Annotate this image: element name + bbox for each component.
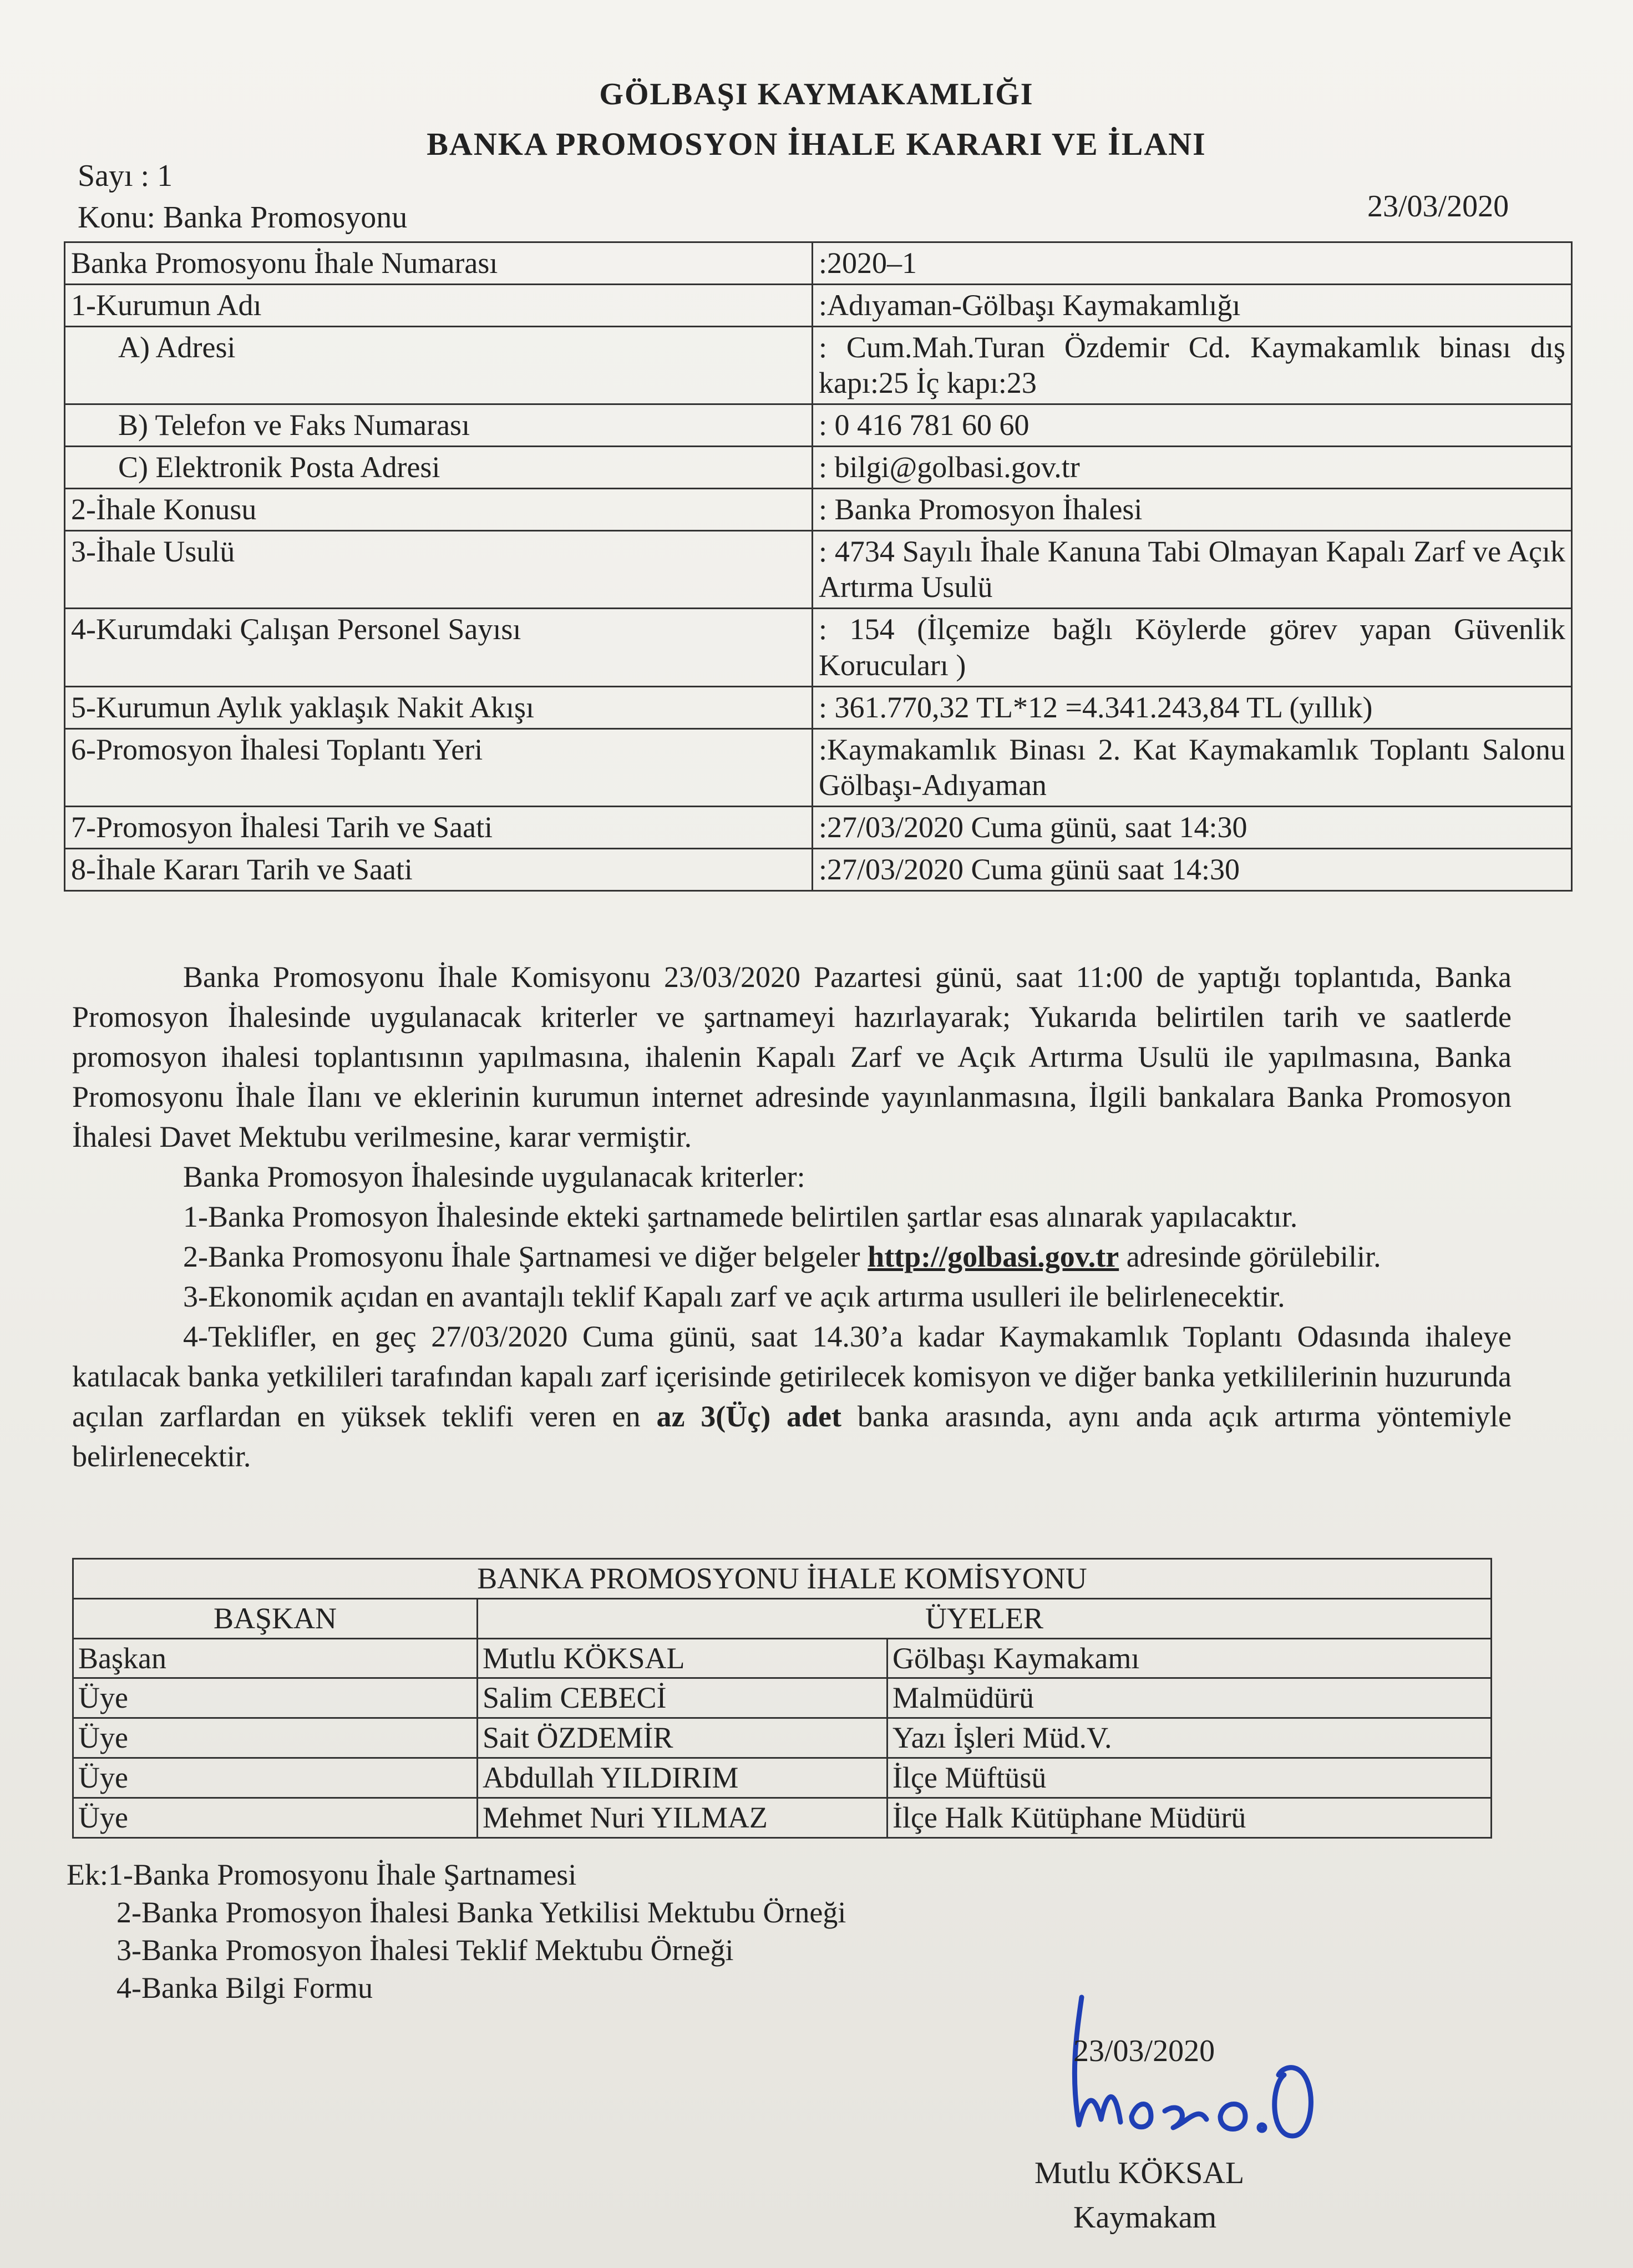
info-label: 8-İhale Kararı Tarih ve Saati [65,848,813,890]
column-header-baskan: BAŞKAN [73,1598,478,1638]
member-position: Gölbaşı Kaymakamı [888,1638,1492,1678]
signatory-name: Mutlu KÖKSAL [1034,2156,1245,2190]
attachment-item: 3-Banka Promosyon İhalesi Teklif Mektubu Örneği [116,1933,734,1967]
table-row [73,1718,1492,1758]
member-role: Üye [73,1718,478,1758]
criterion-2 [72,1237,1512,1277]
info-value: : Cum.Mah.Turan Özdemir Cd. Kaymakamlık binası dış kapı:25 İç kapı:23 [813,326,1572,404]
table-row [73,1559,1492,1599]
table-row [73,1678,1492,1718]
attachment-item: 4-Banka Bilgi Formu [116,1971,373,2004]
member-role: Üye [73,1798,478,1837]
signature-date: 23/03/2020 [1073,2034,1215,2068]
info-value: :Adıyaman-Gölbaşı Kaymakamlığı [813,284,1572,326]
info-label: 1-Kurumun Adı [65,284,813,326]
criteria-heading: Banka Promosyon İhalesinde uygulanacak kriterler: [183,1160,805,1193]
table-row [65,284,1572,326]
info-label: C) Elektronik Posta Adresi [65,446,813,488]
info-value: :27/03/2020 Cuma günü, saat 14:30 [813,807,1572,849]
table-row [73,1638,1492,1678]
info-value: : Banka Promosyon İhalesi [813,488,1572,530]
info-value: : 361.770,32 TL*12 =4.341.243,84 TL (yıllık) [813,686,1572,728]
table-row [65,530,1572,609]
info-label: 3-İhale Usulü [65,530,813,609]
info-label: 5-Kurumun Aylık yaklaşık Nakit Akışı [65,686,813,728]
criterion-4-text-end: banka arasında, aynı anda açık artırma yöntemiyle belirlenecektir. [72,1400,1512,1473]
info-label: 2-İhale Konusu [65,488,813,530]
attachments-list [67,1856,846,2007]
info-value: :27/03/2020 Cuma günü saat 14:30 [813,848,1572,890]
criterion-2-text: 2-Banka Promosyonu İhale Şartnamesi ve diğer belgeler [183,1240,868,1273]
table-row [73,1598,1492,1638]
member-position: Malmüdürü [888,1678,1492,1718]
institution-title: GÖLBAŞI KAYMAKAMLIĞI [599,77,1034,112]
member-name: Abdullah YILDIRIM [478,1758,888,1798]
criterion-3: 3-Ekonomik açıdan en avantajlı teklif Kapalı zarf ve açık artırma usulleri ile belirlenecektir. [183,1280,1285,1313]
table-row [65,242,1572,285]
decision-body [72,957,1512,1476]
info-value: : 4734 Sayılı İhale Kanuna Tabi Olmayan Kapalı Zarf ve Açık Artırma Usulü [813,530,1572,609]
table-row [65,404,1572,447]
info-value: : bilgi@golbasi.gov.tr [813,446,1572,488]
info-value: : 0 416 781 60 60 [813,404,1572,447]
criterion-4-bold: az 3(Üç) adet [656,1400,842,1433]
member-role: Üye [73,1758,478,1798]
document-number: Sayı : 1 [78,159,173,193]
table-row [65,609,1572,687]
member-position: İlçe Halk Kütüphane Müdürü [888,1798,1492,1837]
member-position: İlçe Müftüsü [888,1758,1492,1798]
table-row [73,1758,1492,1798]
info-label: B) Telefon ve Faks Numarası [65,404,813,447]
member-position: Yazı İşleri Müd.V. [888,1718,1492,1758]
info-label: 4-Kurumdaki Çalışan Personel Sayısı [65,609,813,687]
attachment-item: 2-Banka Promosyon İhalesi Banka Yetkilisi Mektubu Örneği [116,1896,846,1929]
criterion-2-text-end: adresinde görülebilir. [1119,1240,1381,1273]
table-row [65,807,1572,849]
criterion-4 [72,1317,1512,1476]
attachment-item: Ek:1-Banka Promosyonu İhale Şartnamesi [67,1858,577,1891]
website-link[interactable]: http://golbasi.gov.tr [868,1240,1119,1273]
table-row [73,1798,1492,1837]
signatory-title: Kaymakam [1073,2200,1217,2235]
criterion-4-text: 4-Teklifler, en geç 27/03/2020 Cuma günü, saat 14.30’a kadar Kaymakamlık Toplantı Odasında ihaleye katılacak banka yetkilileri tarafından kapalı zarf içerisinde getirilecek komisyon ve diğer banka yetkililerinin huzurunda açılan zarflardan en yüksek teklifi veren en [72,1320,1512,1433]
document-date: 23/03/2020 [1367,189,1509,224]
table-row [65,446,1572,488]
table-row [65,848,1572,890]
document-title: BANKA PROMOSYON İHALE KARARI VE İLANI [427,126,1206,162]
info-label: 7-Promosyon İhalesi Tarih ve Saati [65,807,813,849]
table-row [65,326,1572,404]
member-role: Başkan [73,1638,478,1678]
criterion-1: 1-Banka Promosyon İhalesinde ekteki şartnamede belirtilen şartlar esas alınarak yapılacaktır. [183,1200,1298,1233]
document-subject: Konu: Banka Promosyonu [78,200,408,235]
column-header-uyeler: ÜYELER [478,1598,1492,1638]
member-name: Salim CEBECİ [478,1678,888,1718]
decision-paragraph: Banka Promosyonu İhale Komisyonu 23/03/2020 Pazartesi günü, saat 11:00 de yaptığı toplantıda, Banka Promosyon İhalesinde uygulanacak kriterler ve şartnameyi hazırlayarak; Yukarıda belirtilen tarih ve saatlerde promosyon ihalesi toplantısının yapılmasına, ihalenin Kapalı Zarf ve Açık Artırma Usulü ile yapılmasına, Banka Promosyonu İhale İlanı ve eklerinin kurumun internet adresinde yayınlanmasına, İlgili bankalara Banka Promosyon İhalesi Davet Mektubu verilmesine, karar vermiştir. [72,960,1512,1153]
info-value: : 154 (İlçemize bağlı Köylerde görev yapan Güvenlik Korucuları ) [813,609,1572,687]
commission-table [72,1558,1492,1839]
commission-title: BANKA PROMOSYONU İHALE KOMİSYONU [73,1559,1492,1599]
member-role: Üye [73,1678,478,1718]
info-label: A) Adresi [65,326,813,404]
table-row [65,488,1572,530]
member-name: Mutlu KÖKSAL [478,1638,888,1678]
tender-info-table [64,241,1573,892]
table-row [65,686,1572,728]
info-label: 6-Promosyon İhalesi Toplantı Yeri [65,728,813,807]
info-value: :Kaymakamlık Binası 2. Kat Kaymakamlık Toplantı Salonu Gölbaşı-Adıyaman [813,728,1572,807]
table-row [65,728,1572,807]
member-name: Sait ÖZDEMİR [478,1718,888,1758]
info-label: Banka Promosyonu İhale Numarası [65,242,813,285]
handwritten-signature [1054,1992,1387,2158]
member-name: Mehmet Nuri YILMAZ [478,1798,888,1837]
info-value: :2020–1 [813,242,1572,285]
